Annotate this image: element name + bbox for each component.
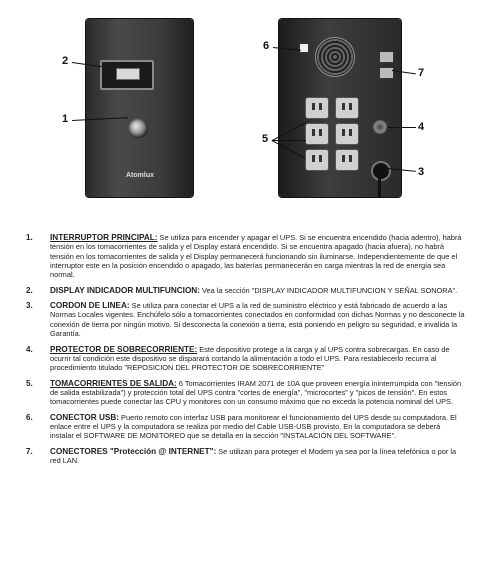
item-title: PROTECTOR DE SOBRECORRIENTE: bbox=[50, 344, 198, 354]
list-item bbox=[26, 301, 466, 338]
item-description: Puerto remoto con interfaz USB para monitorear el funcionamiento del UPS desde su computadora. El enlace entre el UPS y la computadora se realiza por medio del Cable USB-USB provisto. En la computadora se deberá instalar el SOFTWARE DE MONITOREO que se detalla en la sección "INSTALACIÓN DEL SOFTWARE". bbox=[50, 412, 457, 441]
item-text bbox=[50, 233, 466, 279]
outlet-icon bbox=[335, 97, 359, 119]
item-number: 6. bbox=[26, 412, 33, 422]
product-figure bbox=[0, 0, 480, 225]
callout-4: 4 bbox=[418, 121, 425, 133]
item-title: DISPLAY INDICADOR MULTIFUNCION: bbox=[50, 285, 200, 295]
item-description: Se utiliza para conectar el UPS a la red de suministro eléctrico y está fabricado de acuerdo a las Normas Locales vigentes. Enchúfelo sólo a tomacorrientes conectados en conformidad con dichas Normas y no desconecte la conexión de tierra por ningún motivo. Si desconecta la conexión a tierra, está poniendo en peligro su seguridad, e invalida la Garantía. bbox=[50, 301, 465, 339]
item-description: Se utiliza para encender y apagar el UPS. Si se encuentra encendido (hacia adentro), habrá tensión en los tomacorrientes de salida y el Display estará encendido. Si se encuentra apagado (hacia afuera), no habrá tensión en los tomacorrientes de salida y el Display permanecerá funcionando sin iluminarse. Independientemente de que el interruptor este en la posición encendido o apagado, las baterías permanecerán en carga mientras la red de energía sea normal. bbox=[50, 233, 462, 280]
fuse-icon bbox=[373, 120, 387, 134]
callout-7: 7 bbox=[418, 67, 425, 79]
ups-back-view bbox=[279, 19, 401, 197]
power-button-icon bbox=[128, 118, 148, 138]
item-number: 7. bbox=[26, 446, 33, 456]
item-title: CORDON DE LINEA: bbox=[50, 301, 130, 311]
item-number: 2. bbox=[26, 285, 33, 295]
item-description: Este dispositivo protege a la carga y al UPS contra sobrecargas. En caso de ocurrir tal condición este dispositivo se disparará cortando la alimentación a todo el UPS. Para restablecerlo recurra al procedimiento titulado "REPOSICION DEL PROTECTOR DE SOBRECORRIENTE" bbox=[50, 344, 450, 373]
ups-front-view bbox=[86, 19, 193, 197]
item-title: CONECTOR USB: bbox=[50, 412, 119, 422]
list-item bbox=[26, 379, 466, 407]
fan-icon bbox=[315, 37, 355, 77]
display-panel bbox=[100, 60, 154, 90]
callout-line bbox=[388, 127, 416, 128]
callout-line bbox=[272, 140, 306, 141]
callout-6: 6 bbox=[263, 40, 270, 52]
item-title: INTERRUPTOR PRINCIPAL: bbox=[50, 233, 158, 242]
item-title: CONECTORES "Protección @ INTERNET": bbox=[50, 446, 217, 456]
rj-port-icon bbox=[379, 51, 394, 63]
brand-logo: Atomlux bbox=[126, 172, 154, 179]
item-text bbox=[50, 379, 466, 407]
item-number: 1. bbox=[26, 233, 33, 242]
item-text bbox=[50, 447, 466, 466]
item-text bbox=[50, 286, 466, 295]
callout-2: 2 bbox=[62, 55, 69, 67]
item-text bbox=[50, 301, 466, 338]
outlet-icon bbox=[335, 123, 359, 145]
callout-5: 5 bbox=[262, 133, 269, 145]
outlet-icon bbox=[305, 149, 329, 171]
rj-port-icon bbox=[379, 67, 394, 79]
callout-3: 3 bbox=[418, 166, 425, 178]
item-title: TOMACORRIENTES DE SALIDA: bbox=[50, 378, 177, 388]
feature-list bbox=[26, 233, 466, 472]
item-text bbox=[50, 413, 466, 441]
list-item bbox=[26, 233, 466, 279]
outlet-icon bbox=[335, 149, 359, 171]
outlet-icon bbox=[305, 123, 329, 145]
list-item bbox=[26, 413, 466, 441]
outlet-icon bbox=[305, 97, 329, 119]
usb-port-icon bbox=[299, 43, 309, 53]
item-description: Se utilizan para proteger el Modem ya sea por la línea telefónica o por la red LAN. bbox=[50, 446, 457, 466]
item-number: 3. bbox=[26, 301, 33, 311]
lcd-screen bbox=[116, 68, 140, 80]
item-description: Vea la sección "DISPLAY INDICADOR MULTIFUNCION Y SEÑAL SONORA". bbox=[199, 285, 458, 295]
callout-1: 1 bbox=[62, 113, 69, 125]
item-number: 4. bbox=[26, 344, 33, 354]
item-description: 6 Tomacorrientes IRAM 2071 de 10A que proveen energía ininterrumpida con "tensión de salida estabilizada") y protección total del UPS contra "cortes de energía", "microcortes" y "picos de tensión". En estos tomacorrientes puede conectar las CPU y monitores con un consumo máximo que no exceda la potencia nominal del UPS. bbox=[50, 378, 462, 407]
power-cord-line bbox=[378, 177, 381, 197]
list-item bbox=[26, 447, 466, 466]
power-cord-icon bbox=[371, 161, 391, 181]
list-item bbox=[26, 345, 466, 373]
item-number: 5. bbox=[26, 378, 33, 388]
item-text bbox=[50, 345, 466, 373]
list-item bbox=[26, 286, 466, 295]
